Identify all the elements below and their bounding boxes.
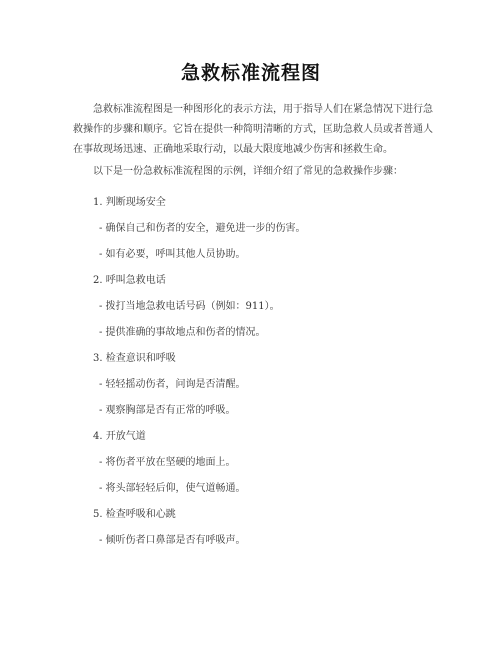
step-item <box>93 352 433 418</box>
step-heading: 2. 呼叫急救电话 <box>93 275 166 286</box>
lead-paragraph: 以下是一份急救标准流程图的示例，详细介绍了常见的急救操作步骤： <box>93 166 403 177</box>
step-detail: - 观察胸部是否有正常的呼吸。 <box>99 405 236 416</box>
step-detail: - 将伤者平放在坚硬的地面上。 <box>99 457 236 468</box>
step-detail: - 拨打当地急救电话号码（例如：911）。 <box>99 301 280 312</box>
step-item <box>93 274 433 340</box>
step-detail: - 将头部轻轻后仰，使气道畅通。 <box>99 483 246 494</box>
document-title: 急救标准流程图 <box>180 62 321 84</box>
step-item <box>93 196 433 262</box>
step-item <box>93 430 433 496</box>
step-heading: 3. 检查意识和呼吸 <box>93 353 176 364</box>
step-item <box>93 508 433 548</box>
intro-paragraph: 急救标准流程图是一种图形化的表示方法，用于指导人们在紧急情况下进行急救操作的步骤和顺序。它旨在提供一种简明清晰的方式，匡助急救人员或者普通人在事故现场迅速、正确地采取行动，以最大限度地减少伤害和拯救生命。 <box>73 104 433 155</box>
step-detail: - 倾听伤者口鼻部是否有呼吸声。 <box>99 535 246 546</box>
step-heading: 1. 判断现场安全 <box>93 197 166 208</box>
step-detail: - 如有必要，呼叫其他人员协助。 <box>99 249 246 260</box>
step-detail: - 轻轻摇动伤者，问询是否清醒。 <box>99 379 246 390</box>
step-heading: 5. 检查呼吸和心跳 <box>93 509 176 520</box>
steps-list <box>93 196 433 560</box>
step-detail: - 提供准确的事故地点和伤者的情况。 <box>99 327 266 338</box>
step-heading: 4. 开放气道 <box>93 431 146 442</box>
step-detail: - 确保自己和伤者的安全，避免进一步的伤害。 <box>99 223 306 234</box>
